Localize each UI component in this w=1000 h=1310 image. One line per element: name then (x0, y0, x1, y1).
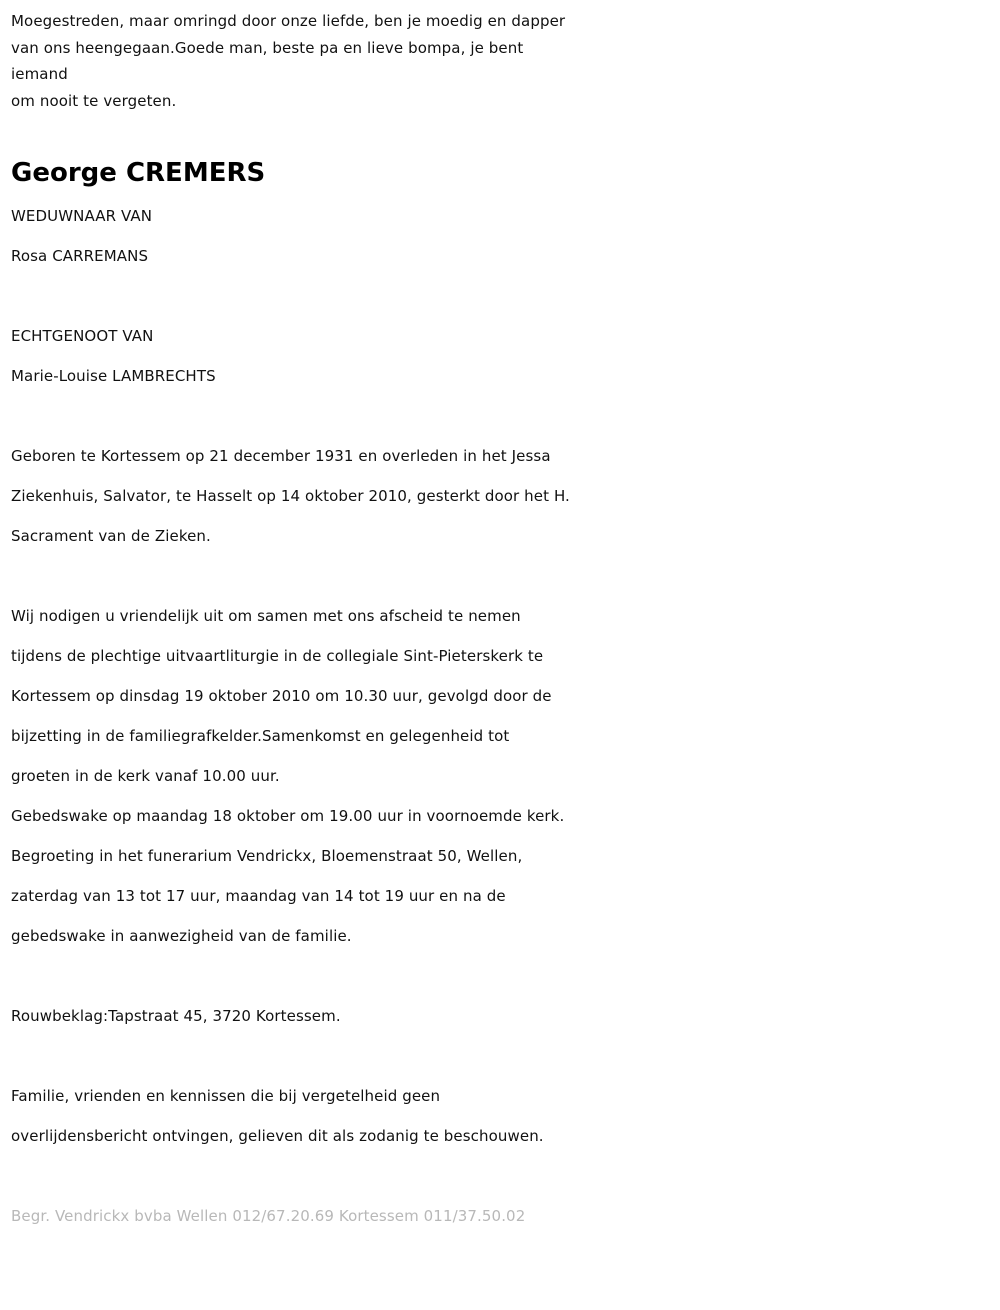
widower-label: WEDUWNAAR VAN (11, 207, 153, 226)
paragraph-line: Wij nodigen u vriendelijk uit om samen met ons afscheid te nemen (11, 607, 521, 626)
paragraph-line: gebedswake in aanwezigheid van de familie. (11, 927, 352, 946)
intro-line: iemand (11, 65, 68, 84)
spouse-of-name: Marie-Louise LAMBRECHTS (11, 367, 216, 386)
spacer (11, 1156, 991, 1196)
spacer (11, 956, 991, 996)
birth-death-paragraph (11, 436, 991, 556)
paragraph-line: bijzetting in de familiegrafkelder.Samenkomst en gelegenheid tot (11, 727, 510, 746)
notice-paragraph (11, 1076, 991, 1156)
spacer (11, 276, 991, 316)
spouse-label: ECHTGENOOT VAN (11, 327, 154, 346)
spacer (11, 396, 991, 436)
obituary-notice (11, 8, 991, 1236)
paragraph-line: Ziekenhuis, Salvator, te Hasselt op 14 oktober 2010, gesterkt door het H. (11, 487, 570, 506)
paragraph-line: groeten in de kerk vanaf 10.00 uur. (11, 767, 280, 786)
deceased-name: George CREMERS (11, 158, 266, 189)
intro-line: van ons heengegaan.Goede man, beste pa en lieve bompa, je bent (11, 38, 524, 57)
paragraph-line: zaterdag van 13 tot 17 uur, maandag van 14 tot 19 uur en na de (11, 887, 506, 906)
spacer (11, 1036, 991, 1076)
paragraph-line: Gebedswake op maandag 18 oktober om 19.00 uur in voornoemde kerk. (11, 807, 565, 826)
paragraph-line: Kortessem op dinsdag 19 oktober 2010 om 10.30 uur, gevolgd door de (11, 687, 552, 706)
invitation-paragraph (11, 596, 991, 956)
condolence-address: Rouwbeklag:Tapstraat 45, 3720 Kortessem. (11, 1007, 341, 1026)
paragraph-line: Sacrament van de Zieken. (11, 527, 211, 546)
intro-line: Moegestreden, maar omringd door onze liefde, ben je moedig en dapper (11, 12, 566, 30)
spacer (11, 556, 991, 596)
paragraph-line: overlijdensbericht ontvingen, gelieven dit als zodanig te beschouwen. (11, 1127, 544, 1146)
paragraph-line: Begroeting in het funerarium Vendrickx, Bloemenstraat 50, Wellen, (11, 847, 523, 866)
paragraph-line: Familie, vrienden en kennissen die bij vergetelheid geen (11, 1087, 441, 1106)
paragraph-line: tijdens de plechtige uitvaartliturgie in de collegiale Sint-Pieterskerk te (11, 647, 544, 666)
funeral-home-footer: Begr. Vendrickx bvba Wellen 012/67.20.69 Kortessem 011/37.50.02 (11, 1207, 526, 1226)
paragraph-line: Geboren te Kortessem op 21 december 1931 en overleden in het Jessa (11, 447, 551, 466)
intro-line: om nooit te vergeten. (11, 91, 177, 110)
widower-of-name: Rosa CARREMANS (11, 247, 149, 266)
intro-verse (11, 8, 991, 114)
